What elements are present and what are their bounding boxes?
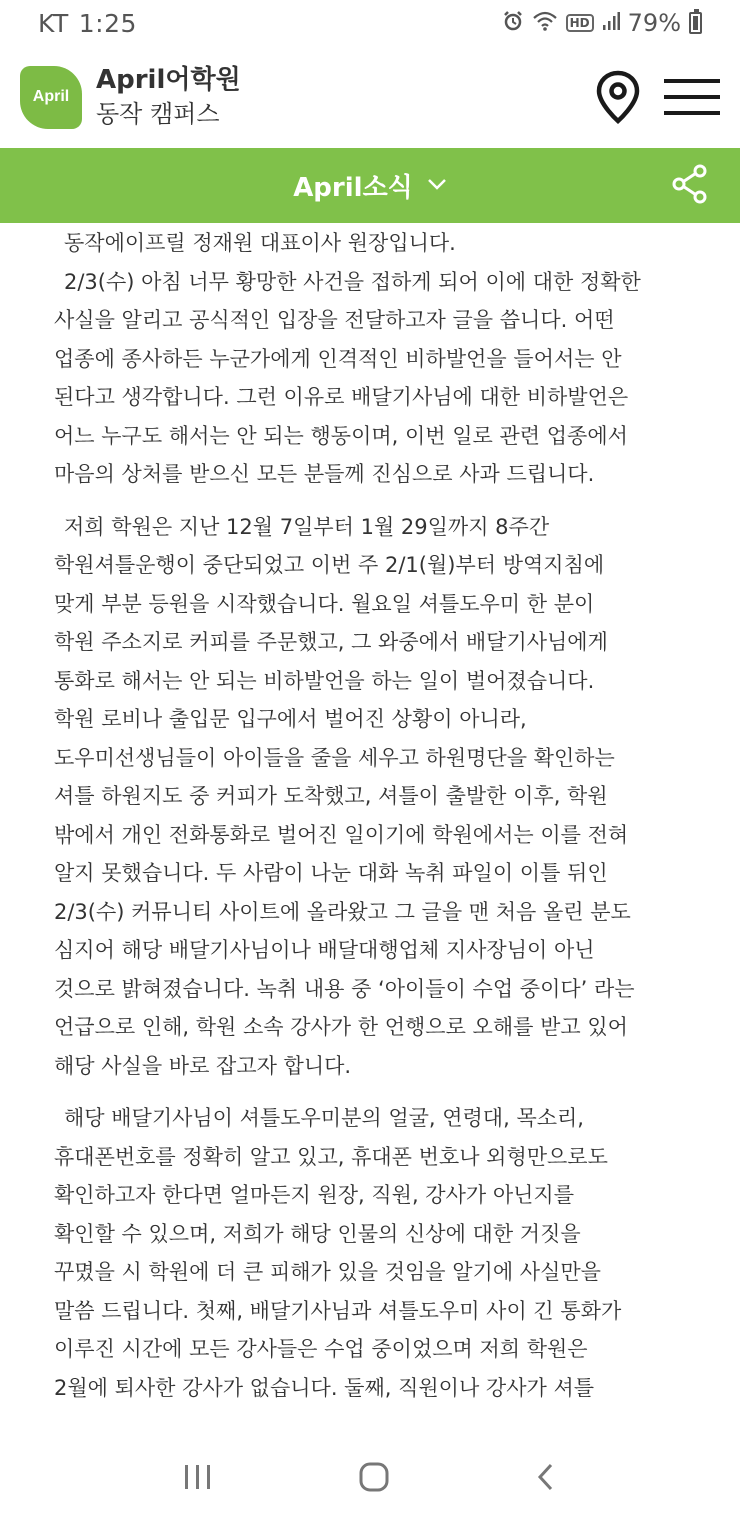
carrier-label: KT bbox=[38, 8, 69, 38]
article-line: 2월에 퇴사한 강사가 없습니다. 둘째, 직원이나 강사가 셔틀 bbox=[54, 1375, 595, 1400]
back-icon[interactable] bbox=[535, 1461, 557, 1497]
wifi-icon bbox=[532, 10, 558, 37]
share-icon[interactable] bbox=[672, 164, 708, 208]
location-pin-icon[interactable] bbox=[594, 69, 642, 125]
article-line: 것으로 밝혀졌습니다. 녹취 내용 중 ‘아이들이 수업 중이다’ 라는 bbox=[54, 976, 635, 1001]
article-line: 말씀 드립니다. 첫째, 배달기사님과 셔틀도우미 사이 긴 통화가 bbox=[54, 1298, 622, 1323]
article-line: 사실을 알리고 공식적인 입장을 전달하고자 글을 씁니다. 어떤 bbox=[54, 308, 615, 332]
status-left bbox=[38, 9, 137, 38]
app-header bbox=[0, 46, 740, 148]
article-line: 저희 학원은 지난 12월 7일부터 1월 29일까지 8주간 bbox=[64, 514, 550, 539]
article-line: 학원 주소지로 커피를 주문했고, 그 와중에서 배달기사님에게 bbox=[54, 630, 608, 654]
article-line: 확인하고자 한다면 얼마든지 원장, 직원, 강사가 아닌지를 bbox=[54, 1183, 574, 1207]
logo-badge-text: April bbox=[32, 88, 70, 105]
article-line: 해당 배달기사님이 셔틀도우미분의 얼굴, 연령대, 목소리, bbox=[64, 1106, 584, 1130]
home-icon[interactable] bbox=[358, 1461, 390, 1497]
article-line: 학원 로비나 출입문 입구에서 벌어진 상황이 아니라, bbox=[54, 707, 527, 731]
chevron-down-icon bbox=[427, 176, 447, 195]
article-line: 업종에 종사하든 누군가에게 인격적인 비하발언을 들어서는 안 bbox=[54, 346, 622, 371]
article-line: 확인할 수 있으며, 저희가 해당 인물의 신상에 대한 거짓을 bbox=[54, 1221, 581, 1246]
article-body bbox=[54, 224, 704, 1436]
article-line: 통화로 해서는 안 되는 비하발언을 하는 일이 벌어졌습니다. bbox=[54, 668, 595, 693]
article-line: 학원셔틀운행이 중단되었고 이번 주 2/1(월)부터 방역지침에 bbox=[54, 553, 605, 577]
clock: 1:25 bbox=[78, 8, 137, 38]
logo-badge[interactable] bbox=[20, 66, 82, 129]
hamburger-menu-icon[interactable] bbox=[664, 77, 720, 117]
article-line: 어느 누구도 해서는 안 되는 행동이며, 이번 일로 관련 업종에서 bbox=[54, 423, 628, 448]
article-line: 해당 사실을 바로 잡고자 합니다. bbox=[54, 1053, 352, 1078]
system-nav-bar bbox=[0, 1436, 740, 1521]
article-paragraph bbox=[54, 1099, 704, 1407]
article-line: 꾸몄을 시 학원에 더 큰 피해가 있을 것임을 알기에 사실만을 bbox=[54, 1260, 601, 1284]
section-title: April소식 bbox=[293, 173, 413, 203]
section-bar bbox=[0, 148, 740, 223]
article-paragraph bbox=[54, 508, 704, 1086]
article-line: 이루진 시간에 모든 강사들은 수업 중이었으며 저희 학원은 bbox=[54, 1337, 588, 1361]
header-actions bbox=[594, 69, 720, 125]
article-line: 마음의 상처를 받으신 모든 분들께 진심으로 사과 드립니다. bbox=[54, 462, 595, 486]
logo-title: April어학원 bbox=[96, 65, 241, 95]
hd-icon: HD bbox=[566, 14, 594, 32]
section-dropdown[interactable] bbox=[293, 167, 447, 204]
article-line: 언급으로 인해, 학원 소속 강사가 한 언행으로 오해를 받고 있어 bbox=[54, 1015, 628, 1039]
status-bar bbox=[0, 0, 740, 46]
alarm-icon bbox=[502, 10, 524, 37]
article-line: 셔틀 하원지도 중 커피가 도착했고, 셔틀이 출발한 이후, 학원 bbox=[54, 784, 608, 808]
article-line: 휴대폰번호를 정확히 알고 있고, 휴대폰 번호나 외형만으로도 bbox=[54, 1144, 608, 1169]
article-line: 심지어 해당 배달기사님이나 배달대행업체 지사장님이 아닌 bbox=[54, 938, 595, 962]
recent-apps-icon[interactable] bbox=[183, 1463, 213, 1495]
article-line: 맞게 부분 등원을 시작했습니다. 월요일 셔틀도우미 한 분이 bbox=[54, 591, 595, 616]
article-line: 2/3(수) 커뮤니티 사이트에 올라왔고 그 글을 맨 처음 올린 분도 bbox=[54, 899, 631, 924]
logo-text[interactable] bbox=[96, 63, 241, 131]
battery-percent: 79% bbox=[627, 9, 681, 37]
logo-subtitle: 동작 캠퍼스 bbox=[96, 100, 220, 128]
article-line: 알지 못했습니다. 두 사람이 나눈 대화 녹취 파일이 이틀 뒤인 bbox=[54, 861, 608, 885]
article-paragraph bbox=[54, 224, 704, 494]
signal-icon bbox=[602, 11, 620, 36]
article-line: 2/3(수) 아침 너무 황망한 사건을 접하게 되어 이에 대한 정확한 bbox=[64, 269, 641, 294]
status-right bbox=[502, 9, 702, 37]
article-line: 된다고 생각합니다. 그런 이유로 배달기사님에 대한 비하발언은 bbox=[54, 385, 629, 409]
battery-icon bbox=[689, 12, 702, 34]
article-line: 밖에서 개인 전화통화로 벌어진 일이기에 학원에서는 이를 전혀 bbox=[54, 822, 629, 847]
article-line: 도우미선생님들이 아이들을 줄을 세우고 하원명단을 확인하는 bbox=[54, 745, 615, 770]
article-line: 동작에이프릴 정재원 대표이사 원장입니다. bbox=[64, 231, 456, 255]
